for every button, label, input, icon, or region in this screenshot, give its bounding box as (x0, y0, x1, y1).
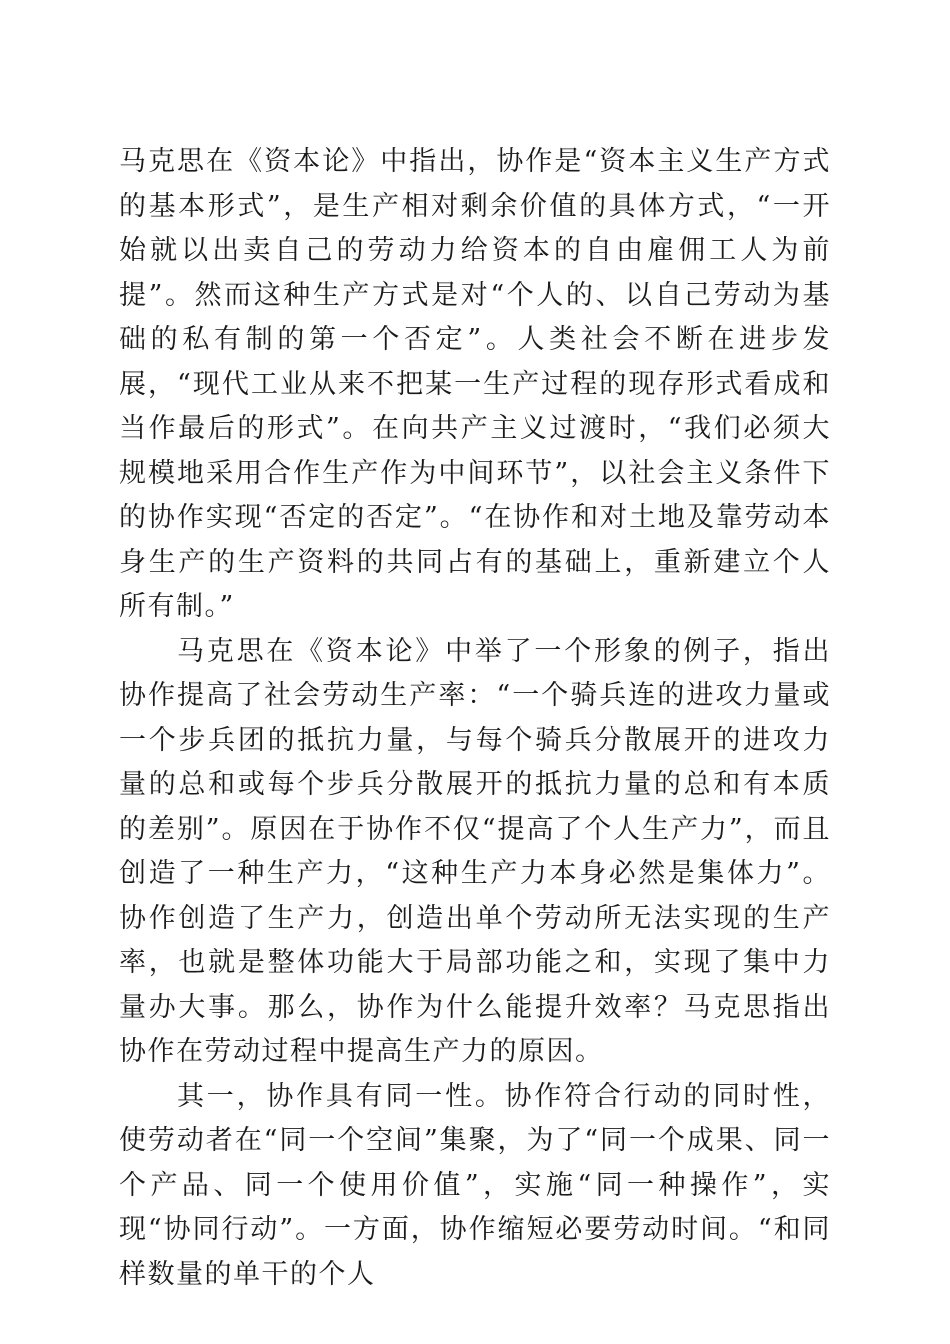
paragraph-3: 其一，协作具有同一性。协作符合行动的同时性，使劳动者在“同一个空间”集聚，为了“同一个成果、同一个产品、同一个使用价值”，实施“同一种操作”，实现“协同行动”。一方面，协作缩短必要劳动时间。“和同样数量的单干的个人 (119, 1080, 831, 1290)
document-body (119, 140, 831, 1297)
paragraph-1: 马克思在《资本论》中指出，协作是“资本主义生产方式的基本形式”，是生产相对剩余价值的具体方式，“一开始就以出卖自己的劳动力给资本的自由雇佣工人为前提”。然而这种生产方式是对“个人的、以自己劳动为基础的私有制的第一个否定”。人类社会不断在进步发展，“现代工业从来不把某一生产过程的现存形式看成和当作最后的形式”。在向共产主义过渡时，“我们必须大规模地采用合作生产作为中间环节”，以社会主义条件下的协作实现“否定的否定”。“在协作和对土地及靠劳动本身生产的生产资料的共同占有的基础上，重新建立个人所有制。” (119, 146, 831, 622)
paragraph-2: 马克思在《资本论》中举了一个形象的例子，指出协作提高了社会劳动生产率：“一个骑兵连的进攻力量或一个步兵团的抵抗力量，与每个骑兵分散展开的进攻力量的总和或每个步兵分散展开的抵抗力量的总和有本质的差别”。原因在于协作不仅“提高了个人生产力”，而且创造了一种生产力，“这种生产力本身必然是集体力”。协作创造了生产力，创造出单个劳动所无法实现的生产率，也就是整体功能大于局部功能之和，实现了集中力量办大事。那么，协作为什么能提升效率？马克思指出协作在劳动过程中提高生产力的原因。 (119, 635, 831, 1067)
